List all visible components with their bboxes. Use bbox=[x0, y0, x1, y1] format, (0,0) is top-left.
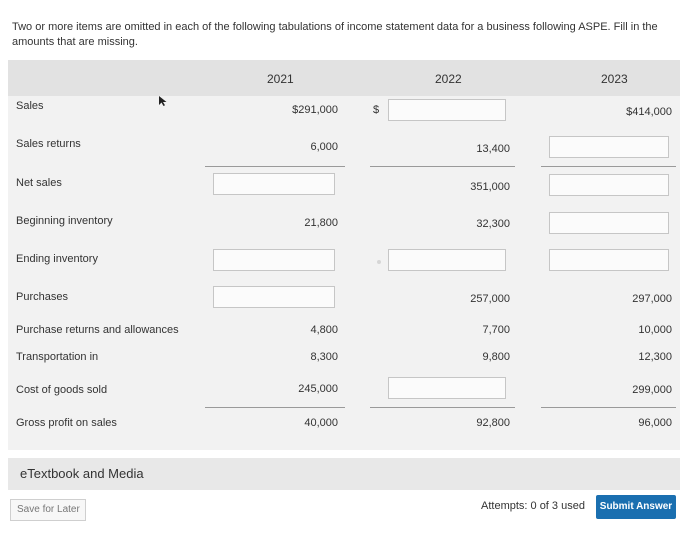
instructions-text: Two or more items are omitted in each of the following tabulations of income statement data for a business following ASPE. Fill in the amounts that are missing. bbox=[12, 21, 658, 48]
net-sales-2023-input[interactable] bbox=[549, 174, 669, 196]
rule-2023 bbox=[541, 166, 676, 167]
year-2021-header: 2021 bbox=[267, 72, 294, 86]
sales-returns-2021-value: 6,000 bbox=[310, 141, 338, 153]
beginning-inventory-2021-value: 21,800 bbox=[304, 217, 338, 229]
year-2023-header: 2023 bbox=[601, 72, 628, 86]
net-sales-2021-input[interactable] bbox=[213, 173, 335, 195]
sales-2021-value: $291,000 bbox=[292, 104, 338, 116]
rule-2023-cogs bbox=[541, 407, 676, 408]
decorative-dot bbox=[377, 260, 381, 264]
ending-inventory-2022-input[interactable] bbox=[388, 249, 506, 271]
gross-profit-2023-value: 96,000 bbox=[638, 417, 672, 429]
transportation-in-2021-value: 8,300 bbox=[310, 351, 338, 363]
sales-2023-value: $414,000 bbox=[626, 106, 672, 118]
rule-2022 bbox=[370, 166, 515, 167]
purchases-2022-value: 257,000 bbox=[470, 293, 510, 305]
cogs-2023-value: 299,000 bbox=[632, 384, 672, 396]
ending-inventory-2021-input[interactable] bbox=[213, 249, 335, 271]
beginning-inventory-2023-input[interactable] bbox=[549, 212, 669, 234]
row-label-transportation-in: Transportation in bbox=[16, 351, 99, 363]
row-label-cost-of-goods-sold: Cost of goods sold bbox=[16, 384, 108, 396]
table-header bbox=[8, 60, 680, 96]
transportation-in-2023-value: 12,300 bbox=[638, 351, 672, 363]
gross-profit-2021-value: 40,000 bbox=[304, 417, 338, 429]
etextbook-media-label: eTextbook and Media bbox=[20, 466, 144, 481]
rule-2021-cogs bbox=[205, 407, 345, 408]
sales-returns-2023-input[interactable] bbox=[549, 136, 669, 158]
rule-2021 bbox=[205, 166, 345, 167]
gross-profit-2022-value: 92,800 bbox=[476, 417, 510, 429]
etextbook-media-panel[interactable] bbox=[8, 458, 680, 490]
cogs-2021-value: 245,000 bbox=[298, 383, 338, 395]
row-label-net-sales: Net sales bbox=[16, 177, 62, 189]
purchase-returns-2023-value: 10,000 bbox=[638, 324, 672, 336]
rule-2022-cogs bbox=[370, 407, 515, 408]
year-2022-header: 2022 bbox=[435, 72, 462, 86]
row-label-purchases: Purchases bbox=[16, 291, 68, 303]
row-label-purchase-returns: Purchase returns and allowances bbox=[16, 324, 179, 336]
row-label-sales-returns: Sales returns bbox=[16, 138, 81, 150]
row-label-ending-inventory: Ending inventory bbox=[16, 253, 98, 265]
row-label-beginning-inventory: Beginning inventory bbox=[16, 215, 113, 227]
beginning-inventory-2022-value: 32,300 bbox=[476, 218, 510, 230]
sales-returns-2022-value: 13,400 bbox=[476, 143, 510, 155]
sales-2022-dollar: $ bbox=[373, 104, 380, 116]
sales-2022-input[interactable] bbox=[388, 99, 506, 121]
row-label-sales: Sales bbox=[16, 100, 44, 112]
purchases-2021-input[interactable] bbox=[213, 286, 335, 308]
transportation-in-2022-value: 9,800 bbox=[482, 351, 510, 363]
cogs-2022-input[interactable] bbox=[388, 377, 506, 399]
ending-inventory-2023-input[interactable] bbox=[549, 249, 669, 271]
save-for-later-button[interactable]: Save for Later bbox=[10, 499, 86, 521]
mouse-pointer-icon bbox=[158, 95, 168, 107]
purchases-2023-value: 297,000 bbox=[632, 293, 672, 305]
purchase-returns-2021-value: 4,800 bbox=[310, 324, 338, 336]
purchase-returns-2022-value: 7,700 bbox=[482, 324, 510, 336]
submit-answer-button[interactable]: Submit Answer bbox=[596, 495, 676, 519]
net-sales-2022-value: 351,000 bbox=[470, 181, 510, 193]
row-label-gross-profit: Gross profit on sales bbox=[16, 417, 117, 429]
income-statement-table bbox=[8, 60, 680, 450]
attempts-counter: Attempts: 0 of 3 used bbox=[481, 500, 585, 512]
